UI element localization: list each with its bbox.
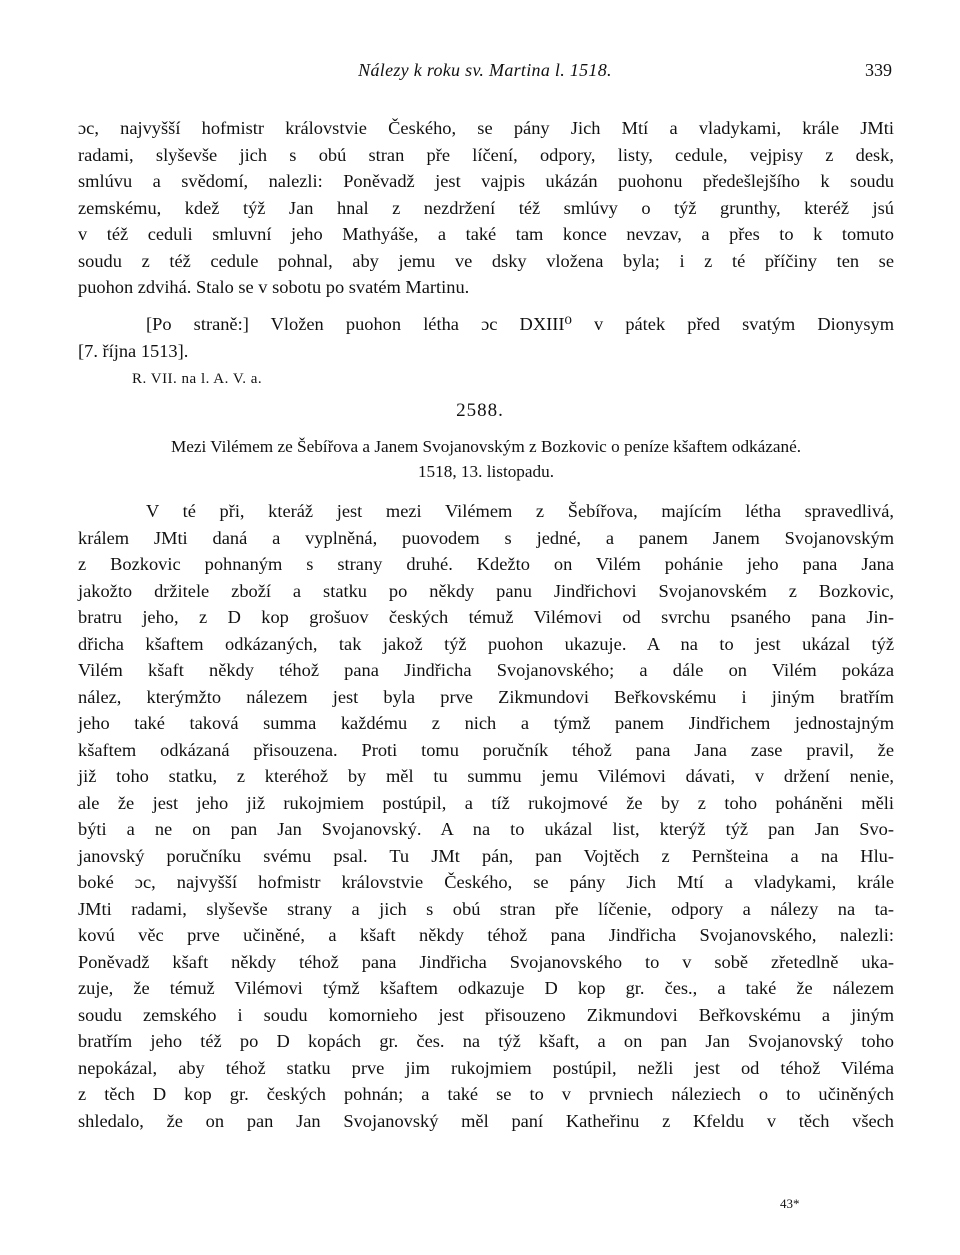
text-line: Poněvadž kšaft někdy téhož pana Jindřicha Svojanovského to v sobě zřetedlně uka- — [78, 951, 894, 972]
text-line: shledalo, že on pan Jan Svojanovský měl paní Katheřinu z Kfeldu v těch všech — [78, 1110, 894, 1131]
text-line: jakožto držitele zboží a statku po někdy panu Jindřichovi Svojanovském z Bozkovic, — [78, 580, 894, 601]
text-line: jeho také taková summa každému z nich a týmž panem Jindřichem jednostajným — [78, 713, 894, 733]
text-line: kovú věc prve učiněné, a kšaft někdy téhož pana Jindřicha Svojanovského, nalezli: — [78, 925, 894, 945]
text-line: v též ceduli smluvní jeho Mathyáše, a také tam konce nevzav, a přes to k tomuto — [78, 224, 894, 244]
text-line: bratru jeho, z D kop grošuov českých témuž Vilémovi od svrchu psaného pana Jin- — [78, 607, 894, 627]
marginal-note-paragraph — [78, 311, 894, 364]
signature-mark: 43* — [780, 1196, 800, 1211]
text-line: z těch D kop gr. českých pohnán; a také se to v prvniech náleziech o to učiněných — [78, 1084, 894, 1104]
text-line: boké ɔc, najvyšší hofmistr královstvie Českého, se pány Jich Mtí a vladykami, krále — [78, 872, 894, 892]
source-reference: R. VII. na l. A. V. a. — [132, 371, 263, 387]
text-line: kšaftem odkázaná přisouzena. Proti tomu poručník téhož pana Jana zase pravil, že — [78, 739, 894, 760]
summary-date: 1518, 13. listopadu. — [417, 462, 555, 481]
entry-number: 2588. — [456, 400, 504, 421]
text-line: ɔc, najvyšší hofmistr královstvie Českého, se pány Jich Mtí a vladykami, krále JMti — [78, 118, 894, 138]
text-line: nález, kterýmžto nálezem jest byla prve Zikmundovi Beřkovskému i jiným bratřím — [78, 686, 894, 707]
paragraph-continuation — [78, 115, 894, 301]
running-header — [78, 60, 892, 88]
text-line: janovský poručníku svému psal. Tu JMt pán, pan Vojtěch z Pernšteina a na Hlu- — [78, 845, 894, 866]
text-line: [Po straně:] Vložen puohon létha ɔc DXIII⁰ v pátek před svatým Dionysym — [146, 314, 894, 334]
running-title: Nálezy k roku sv. Martina l. 1518. — [358, 60, 612, 80]
entry-body — [78, 498, 894, 1134]
text-line: zemskému, kdež týž Jan hnal z nezdržení též smlúvy o týž grunthy, kteréž jsú — [78, 197, 894, 218]
text-line: puohon zdvihá. Stalo se v sobotu po svatém Martinu. — [78, 277, 470, 297]
text-line: býti a ne on pan Jan Svojanovský. A na to ukázal list, kterýž týž pan Jan Svo- — [78, 819, 894, 839]
text-line: dřicha kšaftem odkázaných, tak jakož týž puohon ukazuje. A na to jest ukázal týž — [78, 633, 894, 654]
text-line: [7. října 1513]. — [78, 340, 189, 361]
text-line: radami, slyševše jich s obú stran pře líčení, odpory, listy, cedule, vejpisy z desk, — [78, 144, 894, 165]
text-line: Vilém kšaft někdy téhož pana Jindřicha Svojanovského; a dále on Vilém pokáza — [78, 660, 894, 680]
text-line: V té při, kteráž jest mezi Vilémem z Šebířova, majícím létha spravedlivá, — [146, 501, 894, 521]
text-line: z Bozkovic pohnaným s strany druhé. Kdežto on Vilém pohánie jeho pana Jana — [78, 554, 894, 574]
text-line: králem JMti daná a vyplněná, puovodem s jedné, a panem Janem Svojanovským — [78, 527, 894, 548]
text-line: ale že jest jeho již rukojmiem postúpil, a tíž rukojmové že by z toho poháněni měli — [78, 792, 894, 813]
entry-summary — [78, 434, 894, 484]
text-line: zuje, že témuž Vilémovi týmž kšaftem odkazuje D kop gr. čes., a také že nálezem — [78, 978, 894, 998]
text-line: bratřím jeho též po D kopách gr. čes. na týž kšaft, a on pan Jan Svojanovský toho — [78, 1031, 894, 1051]
text-line: smlúvu a svědomí, nalezli: Poněvadž jest vajpis ukázán puohonu předešlejšího k soudu — [78, 171, 894, 191]
text-line: soudu zemského i soudu komornieho jest přisouzeno Zikmundovi Beřkovskému a jiným — [78, 1004, 894, 1025]
text-line: již toho statku, z kteréhož by měl tu summu jemu Vilémovi dávati, v držení nenie, — [78, 766, 894, 786]
text-line: nepokázal, aby téhož statku prve jim rukojmiem postúpil, nežli jest od téhož Viléma — [78, 1057, 894, 1078]
text-line: JMti radami, slyševše strany a jich s obú stran pře líčenie, odpory a nálezy na ta- — [78, 898, 894, 919]
text-line: soudu z též cedule pohnal, aby jemu ve dsky vložena byla; i z té příčiny ten se — [78, 250, 894, 271]
summary-line: Mezi Vilémem ze Šebířova a Janem Svojanovským z Bozkovic o peníze kšaftem odkázané. — [170, 437, 802, 456]
page-number: 339 — [865, 60, 892, 80]
